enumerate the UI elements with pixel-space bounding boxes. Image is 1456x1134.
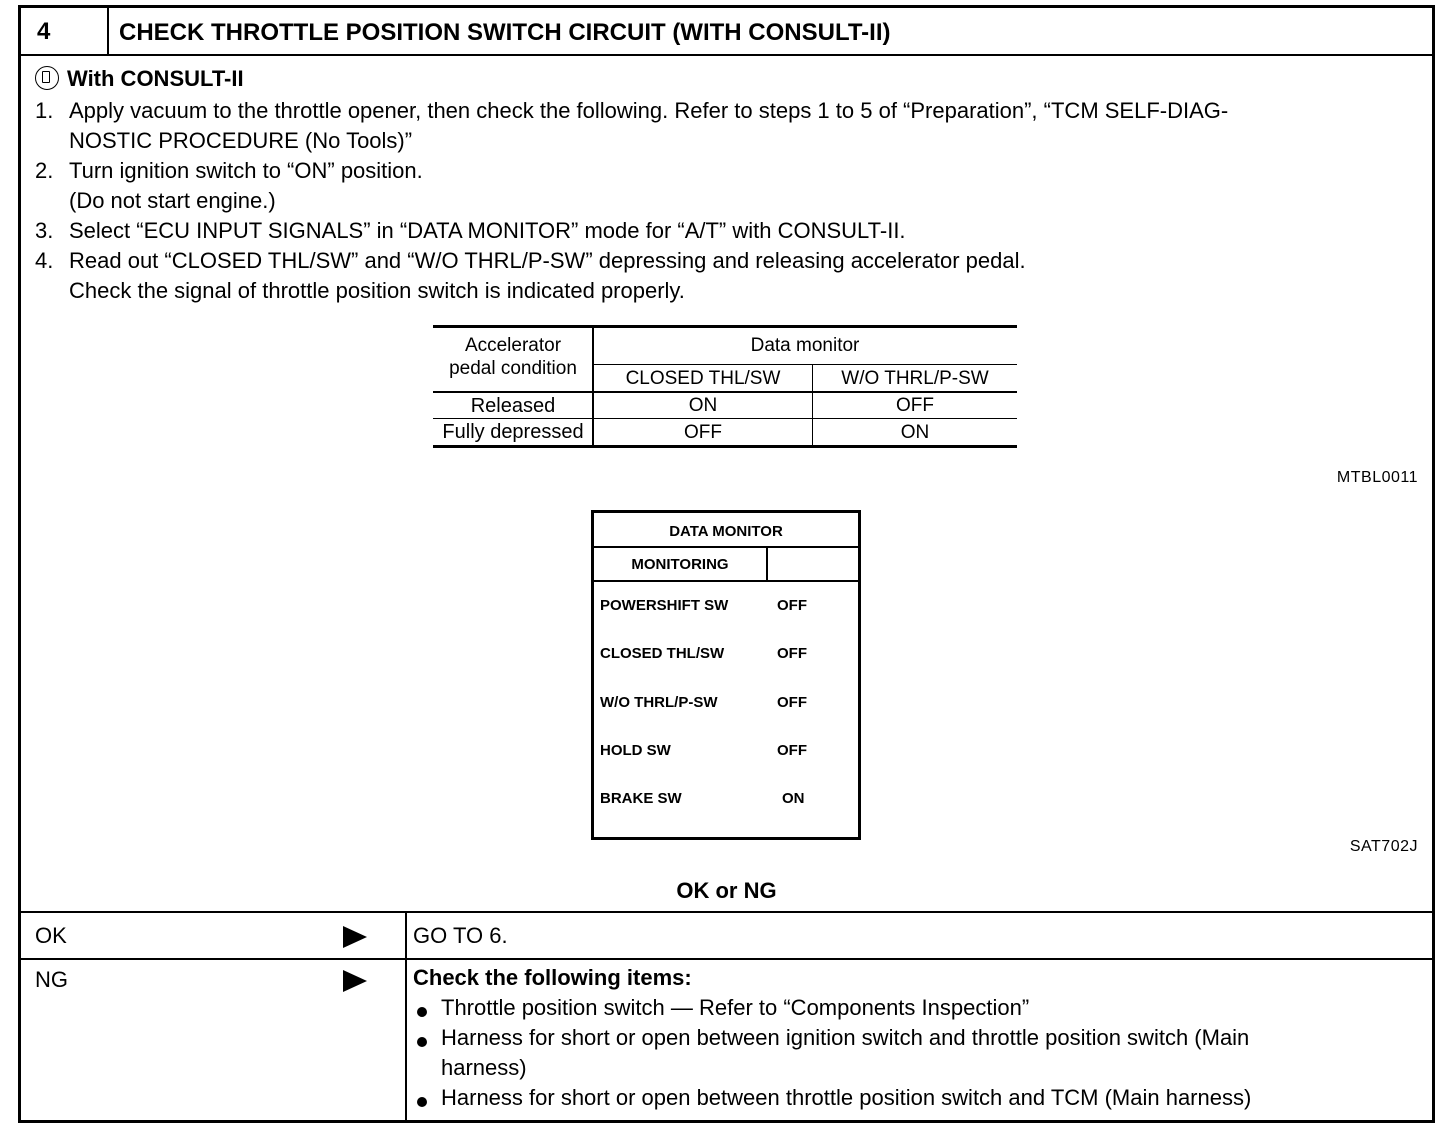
ok-arrow-icon — [343, 926, 367, 948]
monitor-item-label: POWERSHIFT SW — [600, 597, 729, 614]
step-1 — [35, 96, 1425, 156]
ng-item-3: Harness for short or open between throttle position switch and TCM (Main harness) — [441, 1085, 1252, 1110]
row-depressed-wo: ON — [900, 422, 930, 443]
monitor-item-value: OFF — [777, 597, 807, 614]
row-depressed-closed: OFF — [684, 422, 722, 443]
step-2-number: 2. — [35, 158, 54, 183]
ng-item-2-line-2: harness) — [441, 1055, 527, 1080]
monitor-item-value: OFF — [777, 694, 807, 711]
subheader-closed-thl-sw: CLOSED THL/SW — [625, 368, 781, 389]
data-monitor-title: DATA MONITOR — [669, 523, 783, 540]
bullet-icon — [417, 1097, 427, 1107]
pedal-condition-table — [433, 325, 1017, 449]
table-top-rule — [433, 325, 1017, 328]
step-3 — [35, 216, 1425, 246]
step-2 — [35, 156, 1425, 216]
ng-arrow-icon — [343, 970, 367, 992]
ng-item-2-line-1: Harness for short or open between ignition switch and throttle position switch (Main — [441, 1025, 1250, 1050]
monitor-item-label: HOLD SW — [600, 742, 671, 759]
step-1-number: 1. — [35, 98, 54, 123]
ng-heading: Check the following items: — [413, 965, 692, 990]
step-2-line-2: (Do not start engine.) — [69, 188, 276, 213]
ng-item-1: Throttle position switch — Refer to “Components Inspection” — [441, 995, 1030, 1020]
result-prompt: OK or NG — [676, 878, 777, 903]
result-top-rule — [21, 911, 1432, 913]
bullet-icon — [417, 1037, 427, 1047]
table-subheader-rule — [593, 364, 1017, 365]
bullet-icon — [417, 1007, 427, 1017]
monitor-item-value: OFF — [777, 742, 807, 759]
result-divider — [405, 911, 407, 1120]
step-1-line-1: Apply vacuum to the throttle opener, then check the following. Refer to steps 1 to 5 of “Preparation”, “TCM SELF-DIAG- — [69, 98, 1229, 123]
table-row-rule — [433, 418, 1017, 419]
monitor-item-label: CLOSED THL/SW — [600, 645, 725, 662]
monitor-item-value: OFF — [777, 645, 807, 662]
step-4-number: 4. — [35, 248, 54, 273]
step-4-line-1: Read out “CLOSED THL/SW” and “W/O THRL/P-SW” depressing and releasing accelerator pedal. — [69, 248, 1026, 273]
procedure-frame — [18, 5, 1435, 1123]
header-pedal-condition-2: pedal condition — [449, 358, 577, 379]
header-data-monitor: Data monitor — [750, 335, 860, 356]
result-mid-rule — [21, 958, 1432, 960]
row-released-closed: ON — [688, 395, 718, 416]
figure-ref-mtbl0011: MTBL0011 — [1336, 469, 1418, 486]
table-header-rule — [433, 391, 1017, 393]
step-4-line-2: Check the signal of throttle position switch is indicated properly. — [69, 278, 685, 303]
consult-tool-icon — [35, 66, 59, 90]
monitor-item-label: BRAKE SW — [600, 790, 682, 807]
ok-action: GO TO 6. — [413, 923, 508, 948]
step-3-number: 3. — [35, 218, 54, 243]
ng-label: NG — [35, 967, 68, 992]
table-bottom-rule — [433, 445, 1017, 448]
figure-ref-sat702j: SAT702J — [1349, 838, 1418, 855]
consult-label: With CONSULT-II — [67, 66, 244, 91]
subheader-wo-thrl-p-sw: W/O THRL/P-SW — [841, 368, 989, 389]
monitoring-divider — [766, 546, 768, 580]
monitor-item-value: ON — [782, 790, 805, 807]
monitoring-rule — [594, 580, 858, 582]
monitoring-label: MONITORING — [631, 556, 729, 573]
row-released-condition: Released — [470, 395, 556, 417]
data-monitor-screen — [591, 510, 861, 840]
step-number: 4 — [21, 8, 109, 56]
step-1-line-2: NOSTIC PROCEDURE (No Tools)” — [69, 128, 413, 153]
consult-heading — [35, 66, 244, 92]
ok-label: OK — [35, 923, 67, 948]
header-pedal-condition-1: Accelerator — [464, 335, 562, 356]
step-4 — [35, 246, 1425, 306]
step-3-line-1: Select “ECU INPUT SIGNALS” in “DATA MONITOR” mode for “A/T” with CONSULT-II. — [69, 218, 906, 243]
step-2-line-1: Turn ignition switch to “ON” position. — [69, 158, 423, 183]
monitor-title-rule — [594, 546, 858, 548]
row-released-wo: OFF — [896, 395, 934, 416]
monitor-item-label: W/O THRL/P-SW — [600, 694, 718, 711]
row-depressed-condition: Fully depressed — [442, 421, 584, 443]
procedure-title: CHECK THROTTLE POSITION SWITCH CIRCUIT (WITH CONSULT-II) — [109, 8, 1432, 56]
